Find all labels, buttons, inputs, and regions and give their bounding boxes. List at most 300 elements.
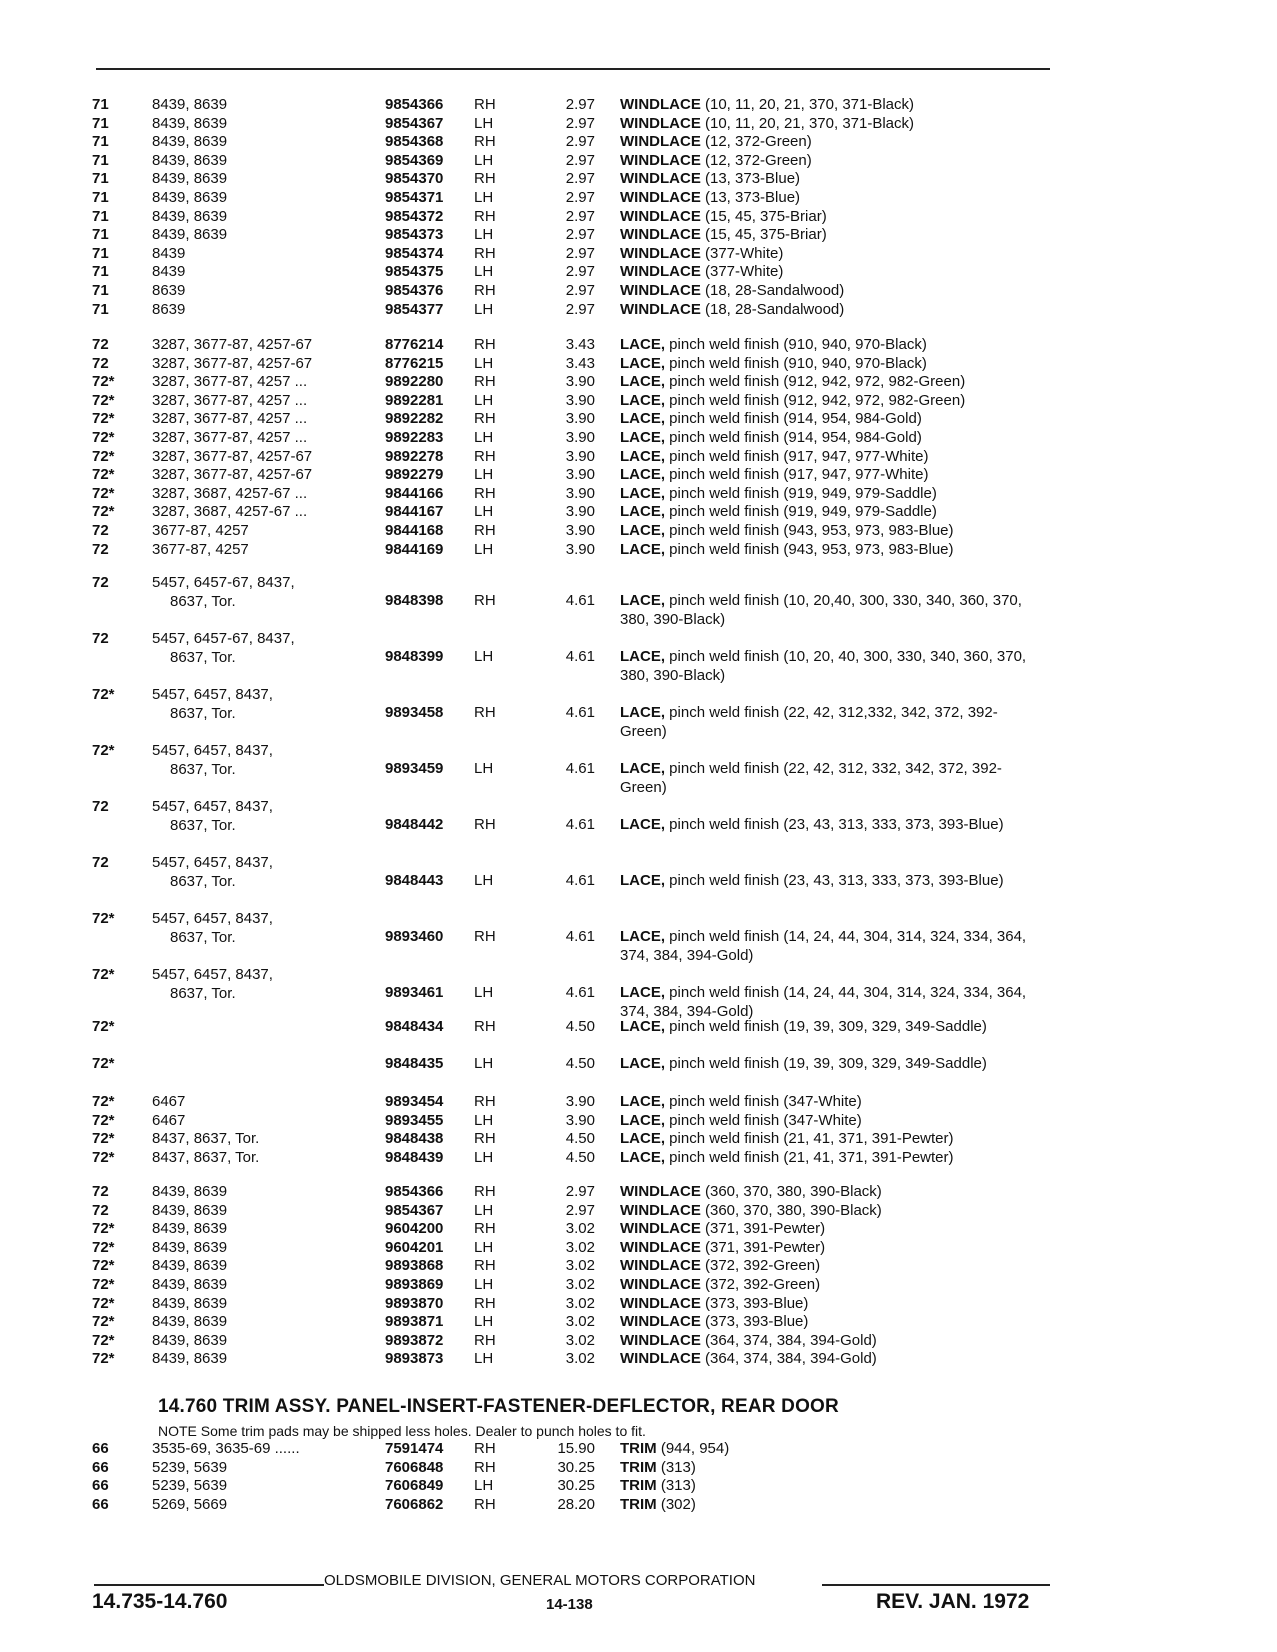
price: 15.90 [557, 1440, 595, 1457]
footer-revision: REV. JAN. 1972 [876, 1590, 1030, 1613]
part-number: 9854375 [385, 263, 444, 281]
description [620, 592, 1038, 629]
part-number: 9892280 [385, 373, 444, 391]
model-numbers [152, 798, 380, 835]
part-name: WINDLACE [620, 1238, 701, 1256]
price: 4.61 [565, 928, 595, 945]
price: 28.20 [557, 1496, 595, 1513]
model-numbers-line2: 8637, Tor. [170, 592, 236, 610]
description [620, 1477, 1052, 1496]
side: RH [474, 207, 496, 225]
model-numbers-line1: 5457, 6457-67, 8437, [152, 574, 295, 591]
table-row [0, 798, 1277, 854]
ref-number: 72* [92, 1055, 115, 1072]
part-name: WINDLACE [620, 244, 701, 262]
description [620, 503, 1052, 522]
part-spec: pinch weld finish (347-White) [669, 1111, 862, 1129]
part-spec: pinch weld finish (914, 954, 984-Gold) [669, 428, 922, 446]
ref-number: 72* [92, 391, 115, 409]
part-name: WINDLACE [620, 151, 701, 169]
model-numbers: 3287, 3677-87, 4257 ... [152, 410, 308, 428]
table-row [0, 282, 1277, 301]
table-row [0, 410, 1277, 429]
side: LH [474, 760, 494, 777]
description [620, 1018, 1038, 1037]
part-name: WINDLACE [620, 1257, 701, 1275]
part-spec: pinch weld finish (912, 942, 972, 982-Green) [669, 373, 966, 391]
side: LH [474, 1477, 494, 1495]
ref-number: 72* [92, 410, 115, 428]
table-row [0, 1183, 1277, 1202]
description [620, 1257, 1052, 1276]
price: 3.02 [565, 1350, 595, 1368]
top-rule [96, 68, 1050, 70]
part-spec: (373, 393-Blue) [705, 1294, 809, 1312]
price: 2.97 [565, 300, 595, 318]
description [620, 355, 1052, 374]
ref-number: 72* [92, 742, 115, 759]
part-name: LACE, [620, 391, 665, 409]
ref-number: 72* [92, 447, 115, 465]
price: 4.61 [565, 760, 595, 777]
model-numbers: 3287, 3677-87, 4257-67 [152, 354, 313, 372]
part-number: 7606862 [385, 1496, 444, 1513]
model-numbers: 8439 [152, 263, 186, 281]
part-number: 9892282 [385, 410, 444, 428]
model-numbers: 3287, 3677-87, 4257 ... [152, 373, 308, 391]
description [620, 115, 1052, 134]
ref-number: 72 [92, 630, 109, 647]
description [620, 1112, 1052, 1131]
ref-number: 72* [92, 1275, 115, 1293]
model-numbers: 3535-69, 3635-69 ...... [152, 1440, 300, 1457]
table-row [0, 152, 1277, 171]
ref-number: 72* [92, 1238, 115, 1256]
side: RH [474, 816, 496, 833]
table-row [0, 574, 1277, 630]
table-row [0, 115, 1277, 134]
section-title: 14.760 TRIM ASSY. PANEL-INSERT-FASTENER-DEFLECTOR, REAR DOOR [158, 1396, 839, 1417]
part-name: TRIM [620, 1458, 657, 1476]
part-number: 9893458 [385, 704, 444, 721]
ref-number: 72* [92, 466, 115, 484]
part-name: LACE, [620, 872, 665, 889]
ref-number: 66 [92, 1496, 109, 1513]
part-number: 9854366 [385, 96, 444, 113]
part-spec: (377-White) [705, 244, 784, 262]
price: 3.02 [565, 1275, 595, 1293]
part-number: 9892281 [385, 391, 444, 409]
price: 2.97 [565, 281, 595, 299]
ref-number: 72 [92, 540, 109, 558]
price: 3.90 [565, 466, 595, 484]
price: 3.90 [565, 1111, 595, 1129]
price: 4.61 [565, 816, 595, 833]
ref-number: 72 [92, 798, 109, 815]
part-spec: (18, 28-Sandalwood) [705, 281, 845, 299]
table-row [0, 1130, 1277, 1149]
part-name: WINDLACE [620, 300, 701, 318]
description [620, 263, 1052, 282]
table-row [0, 355, 1277, 374]
group-71 [0, 96, 1277, 319]
table-row [0, 133, 1277, 152]
side: RH [474, 96, 496, 113]
ref-number: 72* [92, 1220, 115, 1238]
price: 4.50 [565, 1130, 595, 1148]
price: 2.97 [565, 114, 595, 132]
part-number: 9848439 [385, 1148, 444, 1166]
model-numbers-line1: 5457, 6457, 8437, [152, 854, 273, 871]
side: RH [474, 244, 496, 262]
price: 4.50 [565, 1055, 595, 1072]
price: 4.50 [565, 1148, 595, 1166]
part-name: WINDLACE [620, 1183, 701, 1200]
side: LH [474, 1201, 494, 1219]
model-numbers [152, 574, 380, 611]
side: RH [474, 1183, 496, 1200]
part-spec: pinch weld finish (917, 947, 977-White) [669, 466, 929, 484]
ref-number: 72* [92, 1111, 115, 1129]
description [620, 392, 1052, 411]
part-spec: pinch weld finish (917, 947, 977-White) [669, 447, 929, 465]
side: LH [474, 503, 494, 521]
description [620, 1276, 1052, 1295]
price: 3.90 [565, 428, 595, 446]
part-spec: pinch weld finish (19, 39, 309, 329, 349-Saddle) [669, 1055, 987, 1072]
model-numbers: 6467 [152, 1093, 186, 1110]
side: LH [474, 300, 494, 318]
description [620, 704, 1038, 741]
table-row [0, 1276, 1277, 1295]
model-numbers: 3677-87, 4257 [152, 521, 249, 539]
ref-number: 71 [92, 300, 109, 318]
part-name: WINDLACE [620, 188, 701, 206]
part-name: LACE, [620, 1148, 665, 1166]
part-spec: pinch weld finish (914, 954, 984-Gold) [669, 410, 922, 428]
part-number: 9604201 [385, 1238, 444, 1256]
table-row [0, 1295, 1277, 1314]
part-spec: pinch weld finish (10, 20,40, 300, 330, 340, 360, 370, 380, 390-Black) [620, 592, 1022, 628]
part-name: LACE, [620, 1130, 665, 1148]
description [620, 1183, 1052, 1202]
description [620, 410, 1052, 429]
model-numbers: 8439 [152, 244, 186, 262]
ref-number: 71 [92, 151, 109, 169]
section-note: NOTE Some trim pads may be shipped less holes. Dealer to punch holes to fit. [158, 1423, 646, 1439]
part-number: 9893461 [385, 984, 444, 1001]
description [620, 429, 1052, 448]
price: 4.61 [565, 648, 595, 665]
side: RH [474, 1331, 496, 1349]
model-numbers: 3287, 3687, 4257-67 ... [152, 503, 308, 521]
side: RH [474, 373, 496, 391]
model-numbers: 8639 [152, 300, 186, 318]
ref-number: 71 [92, 226, 109, 244]
description [620, 170, 1052, 189]
ref-number: 72 [92, 1201, 109, 1219]
table-row [0, 226, 1277, 245]
ref-number: 72* [92, 686, 115, 703]
ref-number: 72* [92, 1093, 115, 1110]
table-row [0, 1018, 1277, 1055]
part-number: 9848443 [385, 872, 444, 889]
part-spec: pinch weld finish (21, 41, 371, 391-Pewter) [669, 1130, 954, 1148]
part-spec: (364, 374, 384, 394-Gold) [705, 1331, 877, 1349]
footer-rule-left [94, 1584, 324, 1586]
model-numbers-line2: 8637, Tor. [170, 984, 236, 1002]
side: LH [474, 872, 494, 889]
side: RH [474, 1496, 496, 1513]
model-numbers-line1: 5457, 6457-67, 8437, [152, 630, 295, 647]
ref-number: 71 [92, 114, 109, 132]
description [620, 1295, 1052, 1314]
table-row [0, 392, 1277, 411]
side: LH [474, 263, 494, 281]
model-numbers-line2: 8637, Tor. [170, 704, 236, 722]
ref-number: 72* [92, 1294, 115, 1312]
ref-number: 72* [92, 484, 115, 502]
table-row [0, 96, 1277, 115]
price: 2.97 [565, 170, 595, 188]
part-number: 9604200 [385, 1220, 444, 1238]
part-number: 9854371 [385, 188, 444, 206]
part-spec: (364, 374, 384, 394-Gold) [705, 1350, 877, 1368]
price: 3.02 [565, 1220, 595, 1238]
ref-number: 71 [92, 188, 109, 206]
model-numbers: 8439, 8639 [152, 188, 228, 206]
part-spec: (18, 28-Sandalwood) [705, 300, 845, 318]
model-numbers: 8439, 8639 [152, 151, 228, 169]
side: LH [474, 1148, 494, 1166]
part-number: 9854367 [385, 1201, 444, 1219]
table-row [0, 485, 1277, 504]
group-72-lace-a [0, 336, 1277, 559]
table-row [0, 630, 1277, 686]
price: 30.25 [557, 1477, 595, 1495]
part-name: LACE, [620, 354, 665, 372]
table-row [0, 245, 1277, 264]
part-spec: (360, 370, 380, 390-Black) [705, 1183, 882, 1200]
table-row [0, 336, 1277, 355]
part-number: 9848398 [385, 592, 444, 609]
part-name: LACE, [620, 928, 665, 945]
part-spec: pinch weld finish (22, 42, 312,332, 342, 372, 392-Green) [620, 704, 998, 740]
part-spec: pinch weld finish (22, 42, 312, 332, 342, 372, 392-Green) [620, 760, 1002, 796]
part-number: 9844169 [385, 540, 444, 558]
price: 3.90 [565, 410, 595, 428]
part-spec: (13, 373-Blue) [705, 170, 801, 188]
description [620, 816, 1038, 835]
group-72-lace-b [0, 574, 1277, 1022]
table-row [0, 429, 1277, 448]
part-name: LACE, [620, 704, 665, 721]
side: RH [474, 704, 496, 721]
description [620, 96, 1052, 115]
part-name: WINDLACE [620, 1220, 701, 1238]
description [620, 1239, 1052, 1258]
price: 2.97 [565, 151, 595, 169]
table-row [0, 854, 1277, 910]
price: 2.97 [565, 244, 595, 262]
description [620, 485, 1052, 504]
part-name: TRIM [620, 1440, 657, 1457]
price: 4.61 [565, 984, 595, 1001]
part-name: LACE, [620, 1111, 665, 1129]
part-number: 9893868 [385, 1257, 444, 1275]
part-name: LACE, [620, 816, 665, 833]
ref-number: 72 [92, 574, 109, 591]
price: 2.97 [565, 263, 595, 281]
model-numbers [152, 742, 380, 779]
side: RH [474, 1440, 496, 1457]
price: 2.97 [565, 188, 595, 206]
part-number: 9854377 [385, 300, 444, 318]
model-numbers-line1: 5457, 6457, 8437, [152, 686, 273, 703]
part-number: 9892283 [385, 428, 444, 446]
part-number: 9854370 [385, 170, 444, 188]
part-number: 9848434 [385, 1018, 444, 1035]
description [620, 1130, 1052, 1149]
description [620, 1149, 1052, 1168]
part-spec: pinch weld finish (10, 20, 40, 300, 330, 340, 360, 370, 380, 390-Black) [620, 648, 1027, 684]
description [620, 1459, 1052, 1478]
part-spec: pinch weld finish (910, 940, 970-Black) [669, 354, 927, 372]
price: 4.50 [565, 1018, 595, 1035]
ref-number: 72 [92, 1183, 109, 1200]
footer-rule-right [822, 1584, 1050, 1586]
table-row [0, 1496, 1277, 1515]
part-spec: pinch weld finish (23, 43, 313, 333, 373, 393-Blue) [669, 816, 1004, 833]
model-numbers: 8437, 8637, Tor. [152, 1130, 260, 1148]
table-row [0, 522, 1277, 541]
ref-number: 66 [92, 1458, 109, 1476]
description [620, 1055, 1038, 1074]
side: LH [474, 354, 494, 372]
part-name: WINDLACE [620, 207, 701, 225]
ref-number: 72* [92, 1148, 115, 1166]
table-row [0, 503, 1277, 522]
part-spec: (944, 954) [660, 1440, 730, 1457]
side: RH [474, 336, 496, 353]
model-numbers: 8439, 8639 [152, 1220, 228, 1238]
price: 3.90 [565, 484, 595, 502]
group-72-windlace [0, 1183, 1277, 1369]
model-numbers-line2: 8637, Tor. [170, 760, 236, 778]
description [620, 1093, 1052, 1112]
ref-number: 72* [92, 1018, 115, 1035]
ref-number: 72* [92, 1331, 115, 1349]
side: RH [474, 521, 496, 539]
model-numbers: 5269, 5669 [152, 1496, 228, 1513]
part-spec: pinch weld finish (943, 953, 973, 983-Blue) [669, 540, 954, 558]
description [620, 226, 1052, 245]
ref-number: 66 [92, 1440, 109, 1457]
part-name: WINDLACE [620, 226, 701, 244]
table-row [0, 1202, 1277, 1221]
part-name: LACE, [620, 484, 665, 502]
side: RH [474, 1294, 496, 1312]
part-spec: (313) [660, 1477, 696, 1495]
description [620, 541, 1052, 560]
side: LH [474, 466, 494, 484]
ref-number: 72* [92, 503, 115, 521]
part-number: 7606849 [385, 1477, 444, 1495]
part-spec: pinch weld finish (14, 24, 44, 304, 314, 324, 334, 364, 374, 384, 394-Gold) [620, 928, 1027, 964]
description [620, 301, 1052, 320]
model-numbers [152, 910, 380, 947]
price: 3.90 [565, 447, 595, 465]
footer-page-number: 14-138 [546, 1596, 593, 1613]
table-row [0, 189, 1277, 208]
description [620, 245, 1052, 264]
table-row [0, 208, 1277, 227]
model-numbers: 8439, 8639 [152, 1294, 228, 1312]
part-number: 9854366 [385, 1183, 444, 1200]
part-name: LACE, [620, 336, 665, 353]
ref-number: 71 [92, 170, 109, 188]
description [620, 466, 1052, 485]
model-numbers: 8439, 8639 [152, 96, 228, 113]
part-spec: pinch weld finish (21, 41, 371, 391-Pewter) [669, 1148, 954, 1166]
part-number: 9893870 [385, 1294, 444, 1312]
description [620, 1313, 1052, 1332]
part-spec: (15, 45, 375-Briar) [705, 226, 827, 244]
part-number: 7591474 [385, 1440, 444, 1457]
ref-number: 72* [92, 1257, 115, 1275]
model-numbers [152, 854, 380, 891]
description [620, 1440, 1052, 1459]
price: 3.02 [565, 1331, 595, 1349]
side: LH [474, 151, 494, 169]
part-number: 9844167 [385, 503, 444, 521]
model-numbers: 8439, 8639 [152, 170, 228, 188]
model-numbers: 3287, 3677-87, 4257-67 [152, 447, 313, 465]
part-number: 9848438 [385, 1130, 444, 1148]
part-spec: pinch weld finish (14, 24, 44, 304, 314, 324, 334, 364, 374, 384, 394-Gold) [620, 984, 1027, 1020]
description [620, 189, 1052, 208]
side: LH [474, 1275, 494, 1293]
price: 3.90 [565, 540, 595, 558]
description [620, 336, 1052, 355]
price: 3.90 [565, 391, 595, 409]
part-name: LACE, [620, 447, 665, 465]
table-row [0, 373, 1277, 392]
part-name: TRIM [620, 1477, 657, 1495]
model-numbers-line1: 5457, 6457, 8437, [152, 966, 273, 983]
part-name: WINDLACE [620, 1201, 701, 1219]
model-numbers: 8639 [152, 281, 186, 299]
part-spec: (313) [660, 1458, 696, 1476]
description [620, 1350, 1052, 1369]
description [620, 928, 1038, 965]
part-spec: (372, 392-Green) [705, 1275, 821, 1293]
description [620, 133, 1052, 152]
table-row [0, 1220, 1277, 1239]
ref-number: 72* [92, 910, 115, 927]
part-number: 9844166 [385, 484, 444, 502]
description [620, 282, 1052, 301]
model-numbers: 8439, 8639 [152, 1257, 228, 1275]
description [620, 872, 1038, 891]
model-numbers: 5239, 5639 [152, 1458, 228, 1476]
part-number: 9848399 [385, 648, 444, 665]
part-spec: pinch weld finish (919, 949, 979-Saddle) [669, 484, 937, 502]
part-spec: (371, 391-Pewter) [705, 1220, 826, 1238]
part-number: 9854367 [385, 114, 444, 132]
price: 4.61 [565, 592, 595, 609]
part-number: 9892278 [385, 447, 444, 465]
